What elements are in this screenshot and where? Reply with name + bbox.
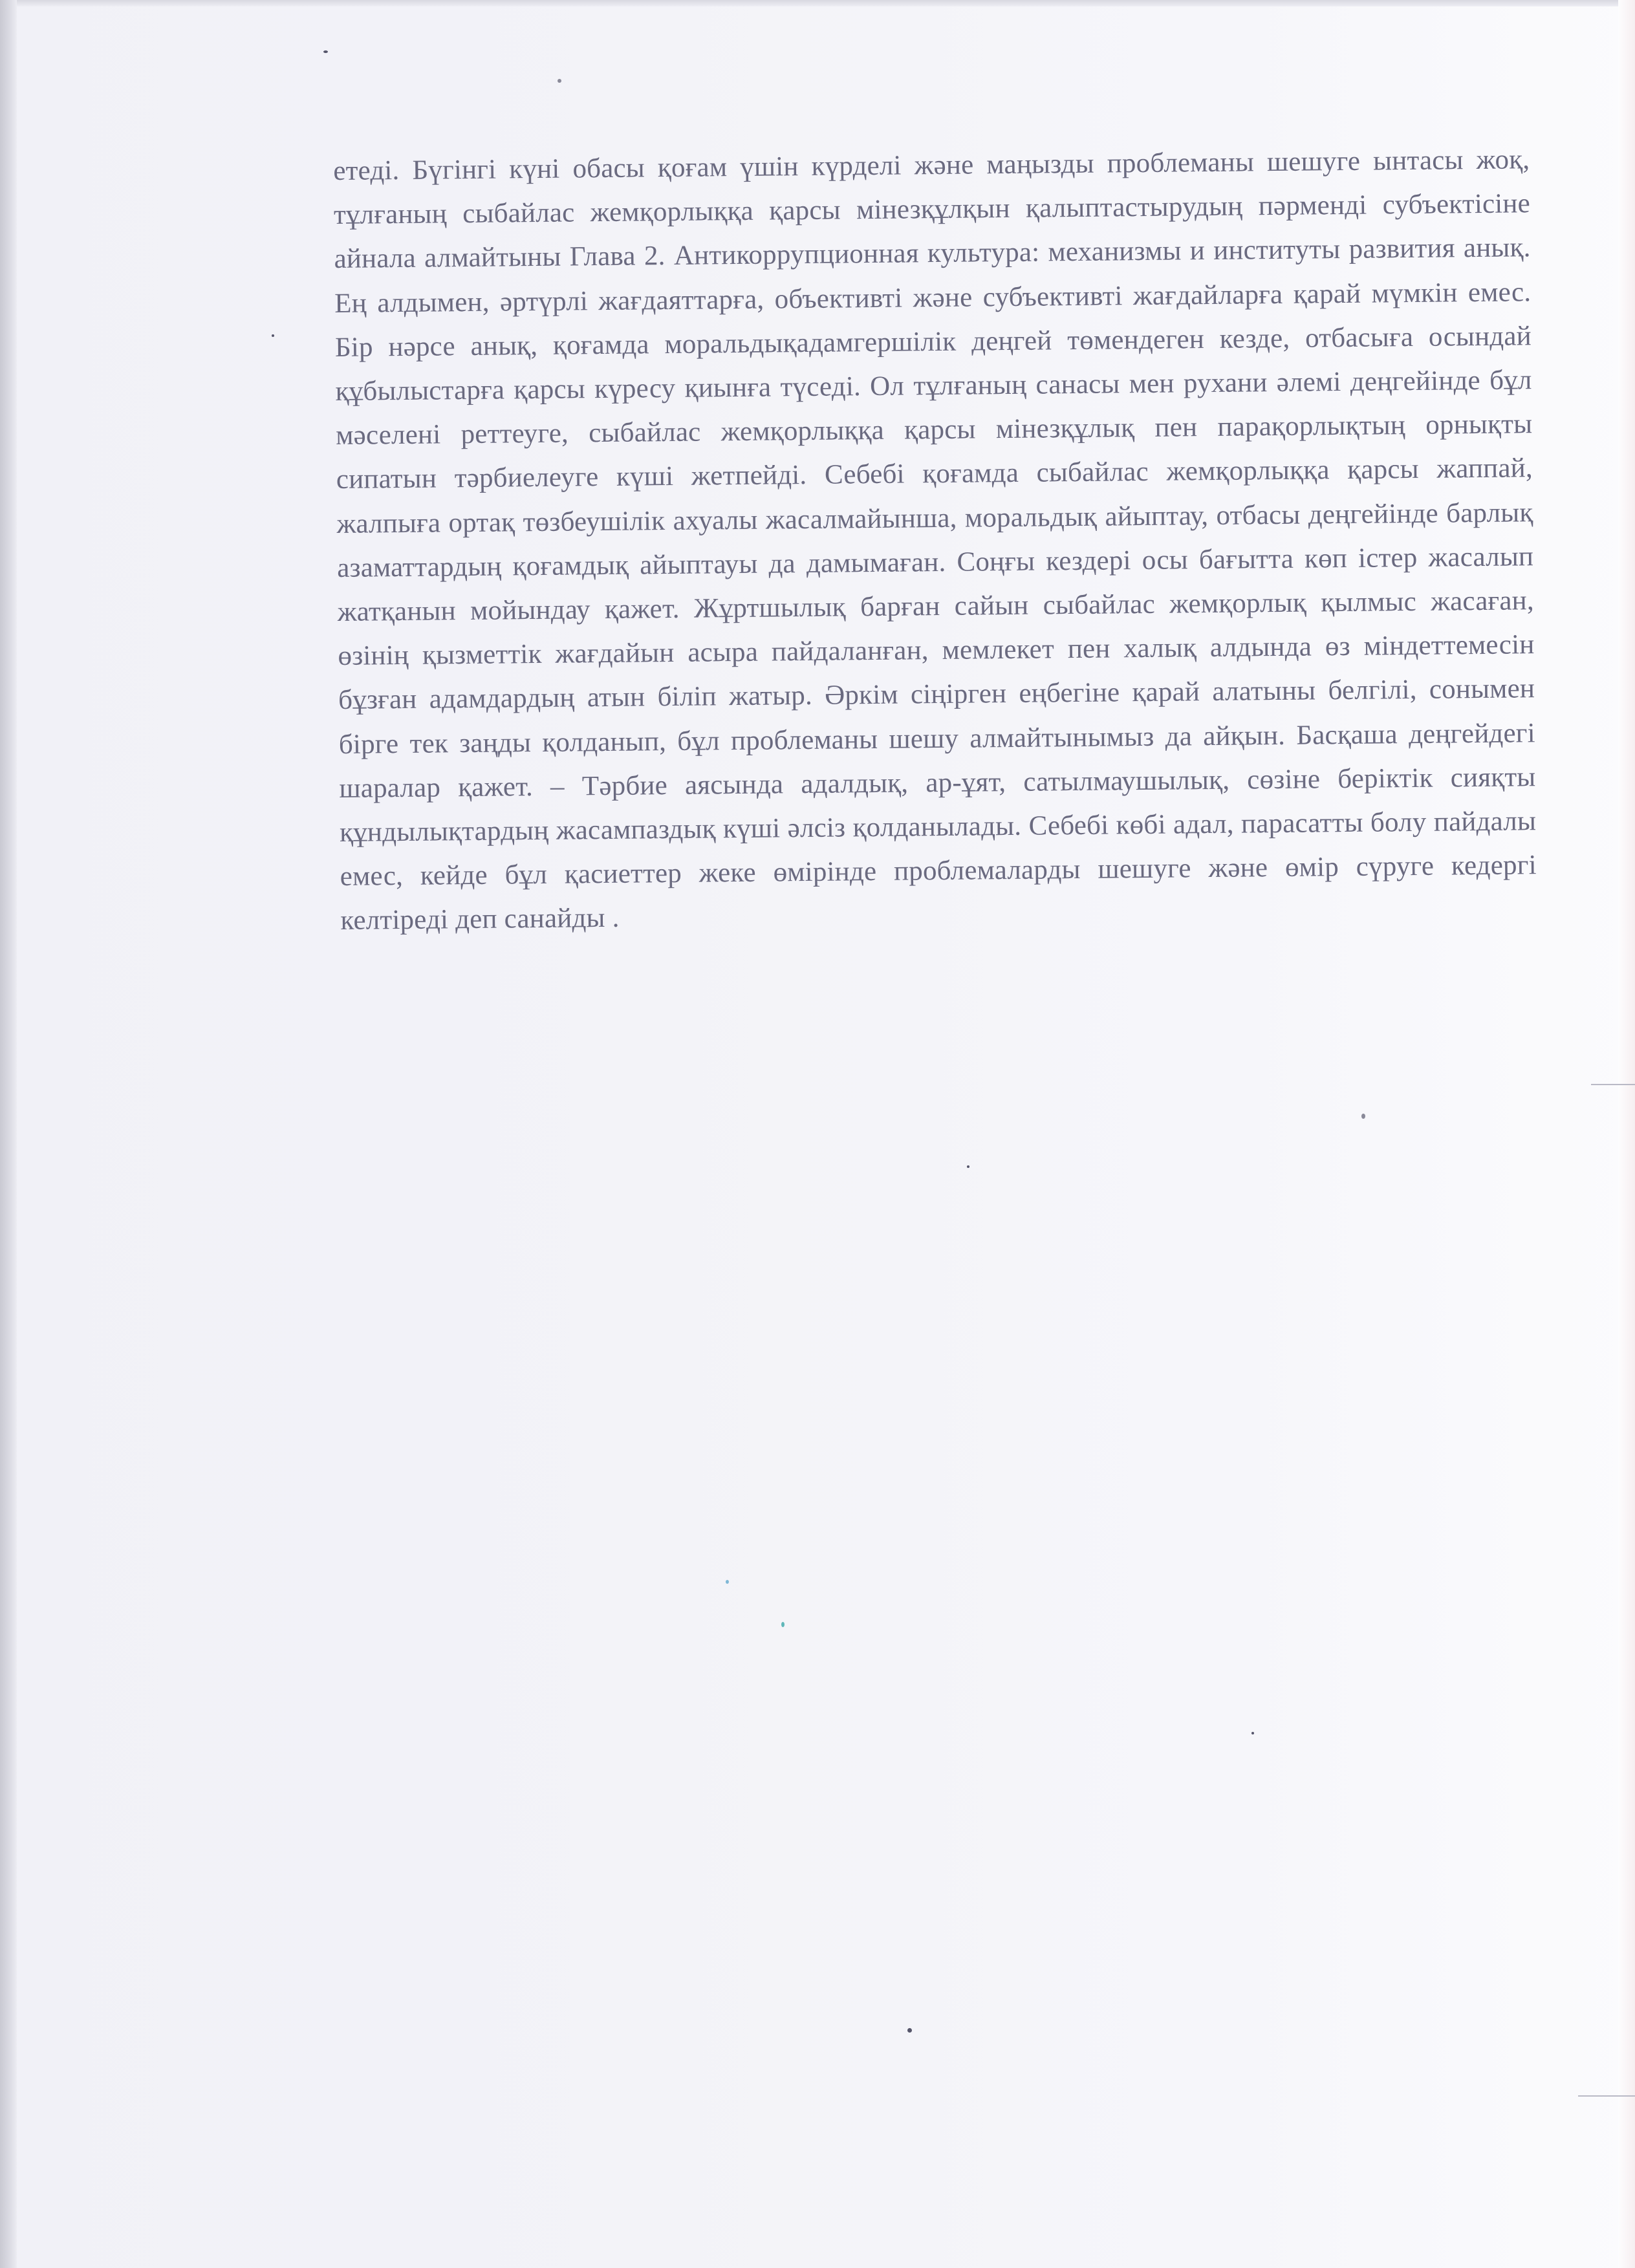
scan-speck (967, 1165, 969, 1168)
scan-speck (272, 334, 274, 337)
scan-speck (781, 1622, 785, 1627)
scan-speck (907, 2028, 912, 2033)
scan-edge-mark (1591, 1084, 1635, 1085)
scan-speck (1361, 1114, 1365, 1119)
scan-speck (726, 1580, 729, 1584)
scan-left-edge (0, 0, 17, 2268)
scan-speck (323, 50, 328, 53)
scan-speck (558, 79, 561, 83)
scan-edge-mark (1578, 2095, 1635, 2097)
body-paragraph: етеді. Бүгінгі күні обасы қоғам үшін күрделі және маңызды проблеманы шешуге ынтасы жоқ, тұлғаның сыбайлас жемқорлыққа қарсы мінезқұлқын қалыптастырудың пәрменді субъектісіне айнала алмайтыны Глава 2. Антикоррупционная культура: механизмы и институты развития анық. Ең алдымен, әртүрлі жағдаяттарға, объективті және субъективті жағдайларға қарай мүмкін емес. Бір нәрсе анық, қоғамда моральдықадамгершілік деңгей төмендеген кезде, отбасыға осындай құбылыстарға қарсы күресу қиынға түседі. Ол тұлғаның санасы мен рухани әлемі деңгейінде бұл мәселені реттеуге, сыбайлас жемқорлыққа қарсы мінезқұлық пен парақорлықтың орнықты сипатын тәрбиелеуге күші жетпейді. Себебі қоғамда сыбайлас жемқорлыққа қарсы жаппай, жалпыға ортақ төзбеушілік ахуалы жасалмайынша, моральдық айыптау, отбасы деңгейінде барлық азаматтардың қоғамдық айыптауы да дамымаған. Соңғы кездері осы бағытта көп істер жасалып жатқанын мойындау қажет. Жұртшылық барған сайын сыбайлас жемқорлық қылмыс жасаған, өзінің қызметтік жағдайын асыра пайдаланған, мемлекет пен халық алдында өз міндеттемесін бұзған адамдардың атын біліп жатыр. Әркім сіңірген еңбегіне қарай алатыны белгілі, сонымен бірге тек заңды қолданып, бұл проблеманы шешу алмайтынымыз да айқын. Басқаша деңгейдегі шаралар қажет. – Тәрбие аясында адалдық, ар-ұят, сатылмаушылық, сөзіне беріктік сияқты құндылықтардың жасампаздық күші әлсіз қолданылады. Себебі көбі адал, парасатты болу пайдалы емес, кейде бұл қасиеттер жеке өмірінде проблемаларды шешуге және өмір сүруге кедергі келтіреді деп санайды . (333, 144, 1537, 936)
scan-right-edge (1618, 0, 1635, 2268)
scan-speck (1251, 1732, 1254, 1734)
scan-top-edge (0, 0, 1635, 6)
